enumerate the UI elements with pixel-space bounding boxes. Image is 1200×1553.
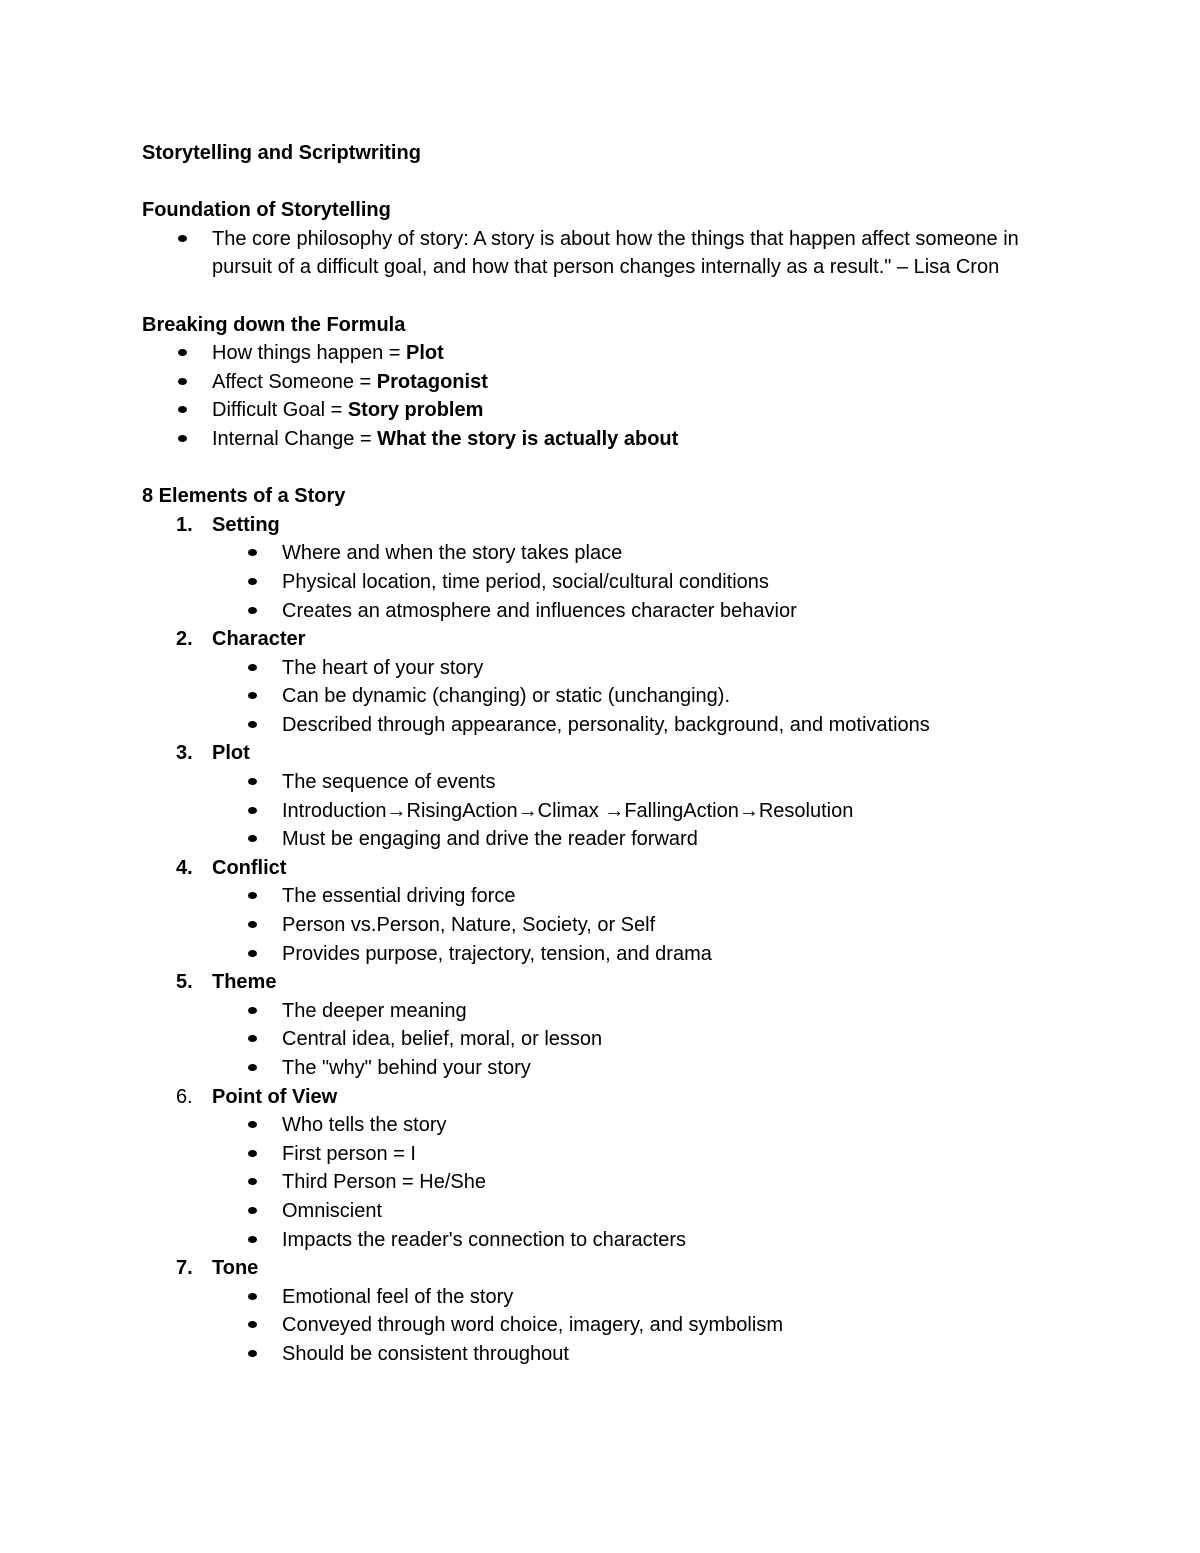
element-item-theme: [142, 968, 1042, 1082]
list-item: Creates an atmosphere and influences character behavior: [282, 597, 1042, 626]
bullet-icon: [178, 235, 187, 242]
bullet-icon: [178, 378, 187, 385]
bullet-icon: [248, 1321, 257, 1328]
list-item: Internal Change = What the story is actually about: [212, 425, 1042, 454]
list-item: Impacts the reader's connection to characters: [282, 1226, 1042, 1255]
list-item: The "why" behind your story: [282, 1054, 1042, 1083]
bullet-icon: [248, 1035, 257, 1042]
bullet-icon: [248, 1178, 257, 1185]
element-points: [212, 882, 1042, 968]
list-item: Difficult Goal = Story problem: [212, 396, 1042, 425]
bullet-icon: [178, 406, 187, 413]
element-name: Plot: [212, 742, 250, 765]
bullet-icon: [248, 549, 257, 556]
list-item: Must be engaging and drive the reader forward: [282, 825, 1042, 854]
bullet-icon: [248, 1121, 257, 1128]
element-item-conflict: [142, 854, 1042, 968]
bullet-icon: [178, 349, 187, 356]
element-name: Conflict: [212, 856, 287, 879]
bullet-icon: [248, 1150, 257, 1157]
list-item: The deeper meaning: [282, 997, 1042, 1026]
list-item: Person vs.Person, Nature, Society, or Self: [282, 911, 1042, 940]
bullet-icon: [178, 435, 187, 442]
bullet-icon: [248, 1064, 257, 1071]
section-heading-foundation: Foundation of Storytelling: [142, 199, 391, 222]
element-number: 4.: [176, 856, 193, 879]
list-item: Described through appearance, personality, background, and motivations: [282, 711, 1042, 740]
element-points: [212, 1111, 1042, 1254]
list-item: First person = I: [282, 1140, 1042, 1169]
element-points: [212, 768, 1042, 854]
element-item-setting: [142, 511, 1042, 625]
bullet-icon: [248, 578, 257, 585]
bullet-icon: [248, 692, 257, 699]
elements-list: [142, 511, 1042, 1369]
element-number: 5.: [176, 971, 193, 994]
list-item: Omniscient: [282, 1197, 1042, 1226]
bullet-icon: [248, 892, 257, 899]
list-item: Who tells the story: [282, 1111, 1042, 1140]
element-name: Theme: [212, 971, 277, 994]
bullet-icon: [248, 807, 257, 814]
element-name: Point of View: [212, 1085, 338, 1108]
list-item: The essential driving force: [282, 882, 1042, 911]
element-name: Tone: [212, 1257, 259, 1280]
element-number: 7.: [176, 1257, 193, 1280]
bullet-icon: [248, 664, 257, 671]
list-item: Physical location, time period, social/cultural conditions: [282, 568, 1042, 597]
element-points: [212, 654, 1042, 740]
bullet-icon: [248, 1207, 257, 1214]
list-item: Conveyed through word choice, imagery, and symbolism: [282, 1311, 1042, 1340]
bullet-icon: [248, 1007, 257, 1014]
list-item: The sequence of events: [282, 768, 1042, 797]
bullet-icon: [248, 1350, 257, 1357]
element-number: 2.: [176, 628, 193, 651]
element-number: 1.: [176, 513, 193, 536]
list-item: Central idea, belief, moral, or lesson: [282, 1025, 1042, 1054]
list-item: The heart of your story: [282, 654, 1042, 683]
foundation-list: [142, 225, 1042, 282]
bullet-icon: [248, 921, 257, 928]
document-page: [142, 139, 1042, 1369]
element-item-character: [142, 625, 1042, 739]
section-heading-elements: 8 Elements of a Story: [142, 485, 346, 508]
element-item-plot: [142, 739, 1042, 853]
list-item: Where and when the story takes place: [282, 539, 1042, 568]
bullet-icon: [248, 950, 257, 957]
bullet-icon: [248, 1236, 257, 1243]
element-number: 6.: [176, 1085, 193, 1108]
list-item: The core philosophy of story: A story is about how the things that happen affect someone in pursuit of a difficult goal, and how that person changes internally as a result." – Lisa Cron: [212, 225, 1042, 282]
element-item-point-of-view: [142, 1083, 1042, 1255]
element-name: Character: [212, 628, 306, 651]
bullet-icon: [248, 778, 257, 785]
list-item: Can be dynamic (changing) or static (unchanging).: [282, 682, 1042, 711]
list-item: Affect Someone = Protagonist: [212, 368, 1042, 397]
bullet-icon: [248, 835, 257, 842]
list-item: How things happen = Plot: [212, 339, 1042, 368]
list-item: Emotional feel of the story: [282, 1283, 1042, 1312]
formula-list: [142, 339, 1042, 453]
element-item-tone: [142, 1254, 1042, 1368]
document-title: Storytelling and Scriptwriting: [142, 142, 421, 164]
list-item: Third Person = He/She: [282, 1168, 1042, 1197]
section-heading-formula: Breaking down the Formula: [142, 313, 406, 336]
list-item: Provides purpose, trajectory, tension, and drama: [282, 940, 1042, 969]
bullet-icon: [248, 607, 257, 614]
element-points: [212, 539, 1042, 625]
bullet-icon: [248, 1293, 257, 1300]
element-name: Setting: [212, 513, 280, 536]
element-points: [212, 997, 1042, 1083]
list-item: Introduction→RisingAction→Climax →FallingAction→Resolution: [282, 797, 1042, 826]
element-points: [212, 1283, 1042, 1369]
list-item: Should be consistent throughout: [282, 1340, 1042, 1369]
element-number: 3.: [176, 742, 193, 765]
bullet-icon: [248, 721, 257, 728]
